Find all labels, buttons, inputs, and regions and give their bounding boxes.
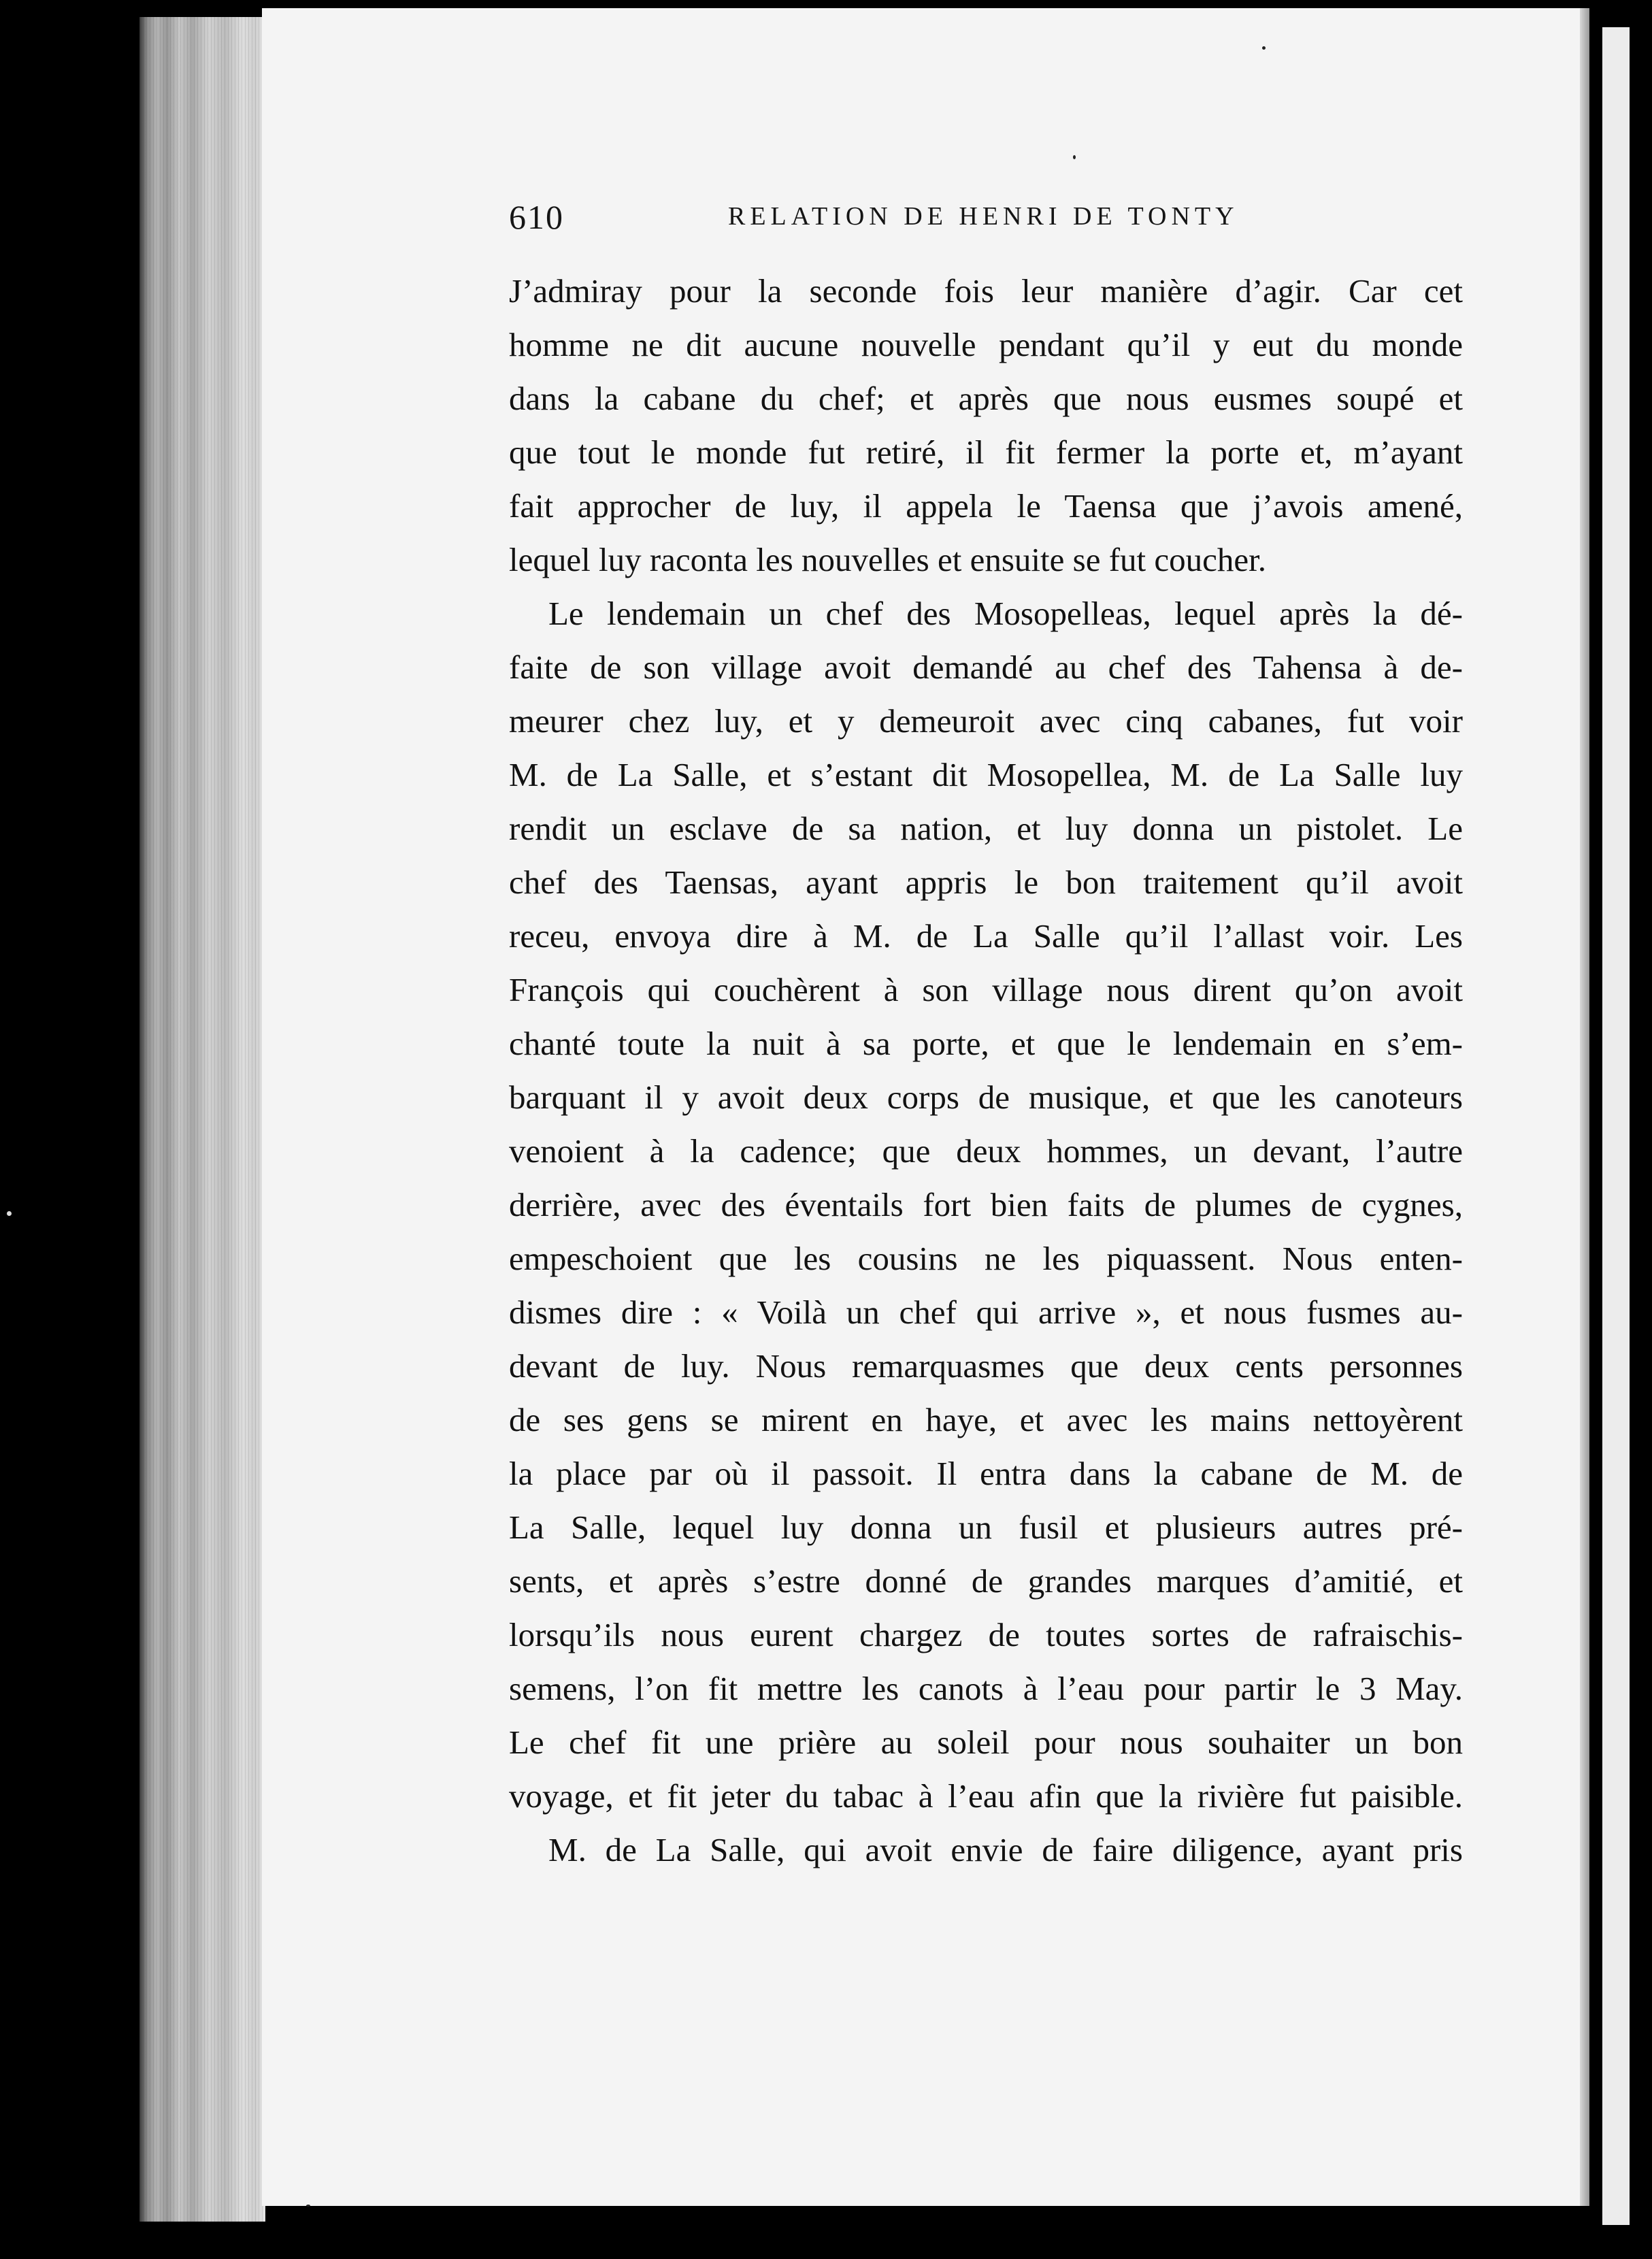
dust-speck	[306, 2205, 310, 2207]
text-line: François qui couchèrent à son village nous dirent qu’on avoit	[509, 971, 1463, 1008]
text-line: La Salle, lequel luy donna un fusil et plusieurs autres pré-	[509, 1508, 1463, 1546]
text-line: la place par où il passoit. Il entra dans la cabane de M. de	[509, 1455, 1463, 1492]
text-line: Le lendemain un chef des Mosopelleas, lequel après la dé-	[548, 595, 1463, 632]
text-line: derrière, avec des éventails fort bien faits de plumes de cygnes,	[509, 1186, 1463, 1223]
text-line: devant de luy. Nous remarquasmes que deux cents personnes	[509, 1347, 1463, 1385]
text-line: venoient à la cadence; que deux hommes, un devant, l’autre	[509, 1132, 1463, 1170]
dust-speck	[1262, 46, 1266, 50]
text-line: rendit un esclave de sa nation, et luy donna un pistolet. Le	[509, 810, 1463, 847]
text-line: homme ne dit aucune nouvelle pendant qu’il y eut du monde	[509, 326, 1463, 363]
text-line: lequel luy raconta les nouvelles et ensuite se fut coucher.	[509, 541, 1267, 578]
text-line: que tout le monde fut retiré, il fit fermer la porte et, m’ayant	[509, 433, 1463, 471]
adjacent-page-sliver	[1602, 27, 1630, 2225]
page-number: 610	[509, 198, 564, 236]
text-line: voyage, et fit jeter du tabac à l’eau afin que la rivière fut paisible.	[509, 1777, 1463, 1815]
text-line: J’admiray pour la seconde fois leur manière d’agir. Car cet	[509, 272, 1463, 310]
text-line: receu, envoya dire à M. de La Salle qu’il l’allast voir. Les	[509, 917, 1463, 955]
text-line: meurer chez luy, et y demeuroit avec cinq cabanes, fut voir	[509, 702, 1463, 740]
text-line: M. de La Salle, qui avoit envie de faire diligence, ayant pris	[548, 1831, 1463, 1868]
text-line: dismes dire : « Voilà un chef qui arrive », et nous fusmes au-	[509, 1293, 1463, 1331]
text-line: faite de son village avoit demandé au chef des Tahensa à de-	[509, 648, 1463, 686]
page-gutter-shadow	[1580, 8, 1589, 2206]
text-line: barquant il y avoit deux corps de musique, et que les canoteurs	[509, 1078, 1463, 1116]
dust-speck	[7, 1211, 12, 1216]
running-title: RELATION DE HENRI DE TONTY	[728, 202, 1239, 231]
text-line: fait approcher de luy, il appela le Taensa que j’avois amené,	[509, 487, 1463, 525]
text-line: semens, l’on fit mettre les canots à l’eau pour partir le 3 May.	[509, 1670, 1463, 1707]
body-text	[509, 264, 1463, 1877]
text-line: empeschoient que les cousins ne les piquassent. Nous enten-	[509, 1240, 1463, 1277]
dust-speck	[1073, 155, 1076, 159]
text-line: lorsqu’ils nous eurent chargez de toutes sortes de rafraischis-	[509, 1616, 1463, 1653]
text-line: chanté toute la nuit à sa porte, et que le lendemain en s’em-	[509, 1025, 1463, 1062]
page-header	[509, 197, 1461, 252]
text-line: sents, et après s’estre donné de grandes marques d’amitié, et	[509, 1562, 1463, 1600]
text-line: dans la cabane du chef; et après que nous eusmes soupé et	[509, 380, 1463, 417]
page-edge-texture	[139, 17, 265, 2222]
text-line: de ses gens se mirent en haye, et avec les mains nettoyèrent	[509, 1401, 1463, 1438]
text-line: Le chef fit une prière au soleil pour nous souhaiter un bon	[509, 1724, 1463, 1761]
text-line: M. de La Salle, et s’estant dit Mosopellea, M. de La Salle luy	[509, 756, 1463, 793]
text-line: chef des Taensas, ayant appris le bon traitement qu’il avoit	[509, 863, 1463, 901]
